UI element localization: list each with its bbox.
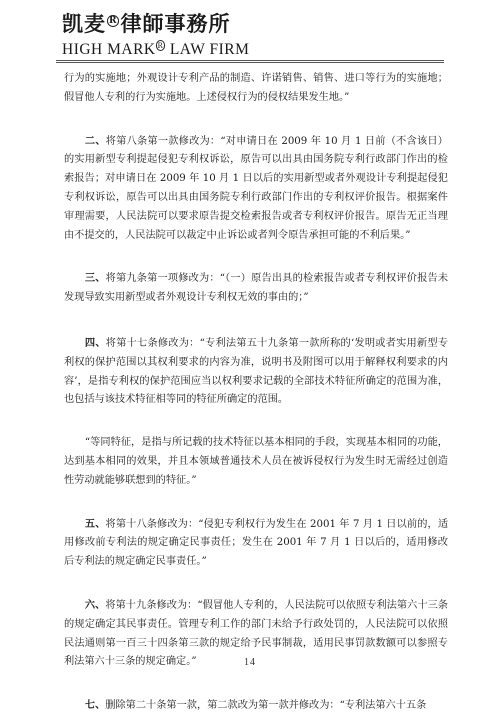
item-number: 二、 — [84, 134, 106, 147]
firm-name-en-part: HIGH MARK — [62, 41, 156, 59]
paragraph-text: 行为的实施地；外观设计专利产品的制造、许诺销售、销售、进口等行为的实施地；假冒他人专利的行为实施地。上述侵权行为的侵权结果发生地。” — [64, 73, 448, 103]
paragraph-text: 将第十八条修改为：“侵犯专利权行为发生在 2001 年 7 月 1 日以前的，适用修改前专利法的规定确定民事责任；发生在 2001 年 7 月 1 日以后的，适用修改后专利法的规定确定民事责任。” — [64, 518, 449, 568]
firm-name-english — [62, 37, 292, 59]
amendment-paragraph-7 — [64, 696, 448, 716]
amendment-paragraph-4 — [64, 334, 448, 410]
paragraph-text: 将第八条第一款修改为：“对申请日在 2009 年 10 月 1 日前（不含该日）的实用新型专利提起侵犯专利权诉讼，原告可以出具由国务院专利行政部门作出的检索报告；对申请日在 2009 年 10 月 1 日以后的实用新型或者外观设计专利提起侵犯专利权诉讼，原告可以出具由国务院专利行政部门作出的专利权评价报告。根据案件审理需要，人民法院可以要求原告提交检索报告或者专利权评价报告。原告无正当理由不提交的，人民法院可以裁定中止诉讼或者判令原告承担可能的不利后果。” — [64, 135, 448, 241]
firm-name-cn-part: 律師事務所 — [120, 11, 231, 36]
firm-letterhead — [62, 8, 292, 59]
paragraph-text: 将第九条第一项修改为：“（一）原告出具的检索报告或者专利权评价报告未发现导致实用新型或者外观设计专利权无效的事由的；” — [64, 273, 449, 304]
equivalent-feature-paragraph — [64, 434, 448, 490]
header-divider — [56, 62, 444, 63]
amendment-paragraph-5 — [64, 515, 448, 572]
registered-mark-icon: R — [109, 16, 118, 26]
firm-name-cn-part: 凯 — [62, 11, 84, 36]
registered-mark-icon: R — [157, 41, 164, 50]
firm-name-en-part: LAW FIRM — [169, 41, 250, 59]
paragraph-text: 删除第二十条第一款，第二款改为第一款并修改为：“专利法第六十五条 — [105, 700, 427, 712]
amendment-paragraph-3 — [64, 269, 448, 308]
item-number: 三、 — [84, 272, 106, 285]
firm-name-chinese — [62, 8, 292, 37]
paragraph-text: 将第十七条修改为：“专利法第五十九条第一款所称的‘发明或者实用新型专利权的保护范围以其权利要求的内容为准，说明书及附图可以用于解释权利要求的内容’，是指专利权的保护范围应当以权利要求记载的全部技术特征所确定的范围为准，也包括与该技术特征相等同的特征所确定的范围。 — [64, 337, 449, 406]
item-number: 六、 — [84, 598, 106, 611]
item-number: 五、 — [84, 517, 106, 530]
firm-name-cn-part: 麦 — [84, 11, 106, 36]
item-number: 七、 — [84, 699, 106, 712]
header-divider — [56, 60, 444, 61]
paragraph-text: 将第十九条修改为：“假冒他人专利的，人民法院可以依照专利法第六十三条的规定确定其民事责任。管理专利工作的部门未给予行政处罚的，人民法院可以依照民法通则第一百三十四条第三款的规定给予民事制裁，适用民事罚款数额可以参照专利法第六十三条的规定确定。” — [64, 599, 448, 668]
amendment-paragraph-2 — [64, 132, 448, 246]
item-number: 四、 — [84, 336, 106, 349]
document-body — [64, 70, 448, 716]
page-number: 14 — [244, 657, 256, 668]
paragraph-continued — [64, 70, 448, 108]
paragraph-text: “等同特征，是指与所记载的技术特征以基本相同的手段，实现基本相同的功能，达到基本相同的效果，并且本领域普通技术人员在被诉侵权行为发生时无需经过创造性劳动就能够联想到的特征。” — [64, 437, 448, 486]
